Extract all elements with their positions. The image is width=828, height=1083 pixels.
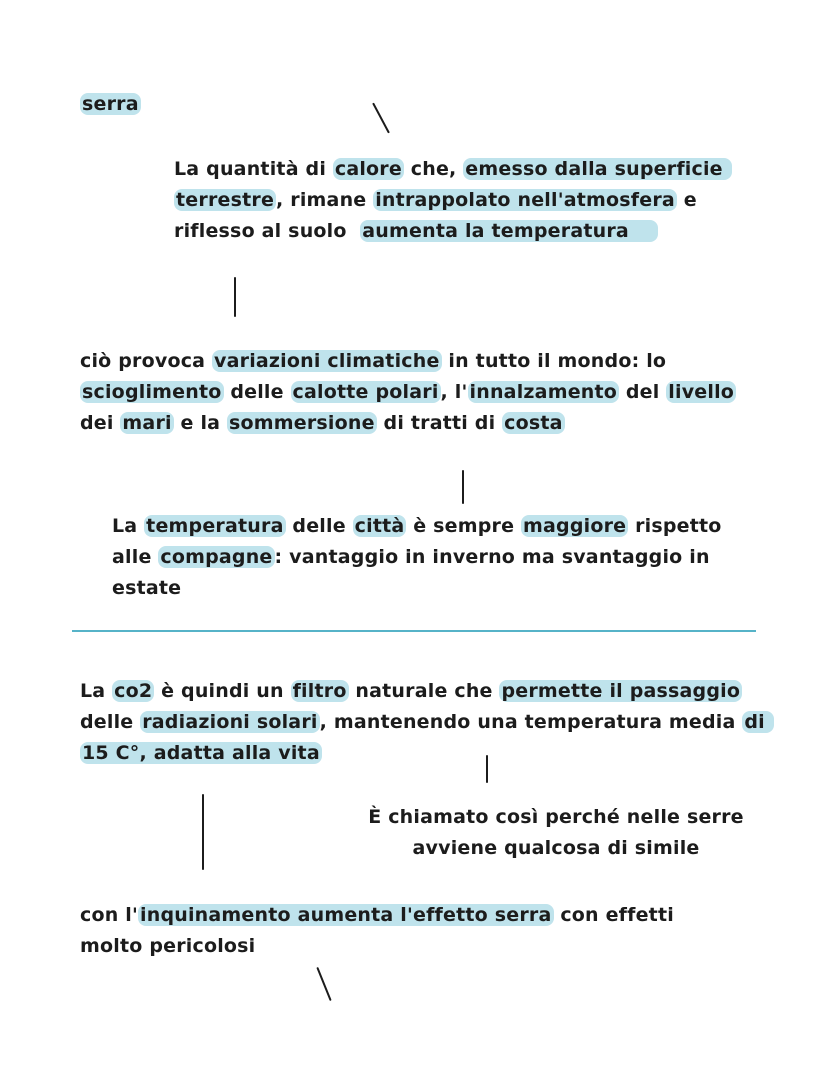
highlighted-text: compagne bbox=[160, 546, 273, 568]
text-segment: La bbox=[80, 680, 113, 702]
arrow-stroke-6 bbox=[316, 967, 331, 1001]
highlighted-text: sommersione bbox=[229, 412, 375, 434]
highlighted-text: livello bbox=[668, 381, 735, 403]
text-segment: delle bbox=[285, 515, 353, 537]
highlighted-text: di 15 C°, adatta alla vita bbox=[82, 711, 772, 764]
text-segment: è sempre bbox=[406, 515, 521, 537]
text-segment: La quantità di bbox=[174, 158, 333, 180]
text-segment: con effetti molto pericolosi bbox=[80, 904, 681, 957]
highlighted-text: co2 bbox=[114, 680, 153, 702]
section-divider bbox=[72, 630, 756, 632]
highlighted-text: variazioni climatiche bbox=[214, 350, 440, 372]
highlighted-text: mari bbox=[122, 412, 172, 434]
text-segment: È chiamato così perché nelle serre avviene qualcosa di simile bbox=[368, 806, 751, 859]
text-segment: , mantenendo una temperatura media bbox=[319, 711, 743, 733]
arrow-stroke-2 bbox=[234, 277, 236, 317]
greenhouse-name-note bbox=[356, 802, 756, 864]
arrow-stroke-3 bbox=[462, 470, 464, 504]
text-segment: e la bbox=[173, 412, 227, 434]
highlighted-text: calotte polari bbox=[292, 381, 439, 403]
highlighted-text: permette il passaggio bbox=[501, 680, 741, 702]
city-temperature-paragraph bbox=[112, 511, 752, 604]
highlighted-text: intrappolato nell'atmosfera bbox=[375, 189, 675, 211]
highlighted-text: calore bbox=[334, 158, 402, 180]
text-segment: delle bbox=[223, 381, 291, 403]
highlighted-text: emesso dalla superficie terrestre bbox=[176, 158, 730, 211]
arrow-stroke-1 bbox=[372, 103, 390, 134]
text-segment: delle bbox=[80, 680, 749, 733]
highlighted-text: radiazioni solari bbox=[142, 711, 318, 733]
text-segment: e riflesso al suolo bbox=[174, 189, 704, 242]
text-segment: : vantaggio in inverno ma svantaggio in estate bbox=[112, 546, 717, 599]
text-segment: dei bbox=[80, 381, 743, 434]
highlighted-text: maggiore bbox=[523, 515, 627, 537]
arrow-stroke-4 bbox=[486, 755, 488, 783]
serra-heading bbox=[80, 89, 280, 120]
highlighted-text: innalzamento bbox=[469, 381, 618, 403]
text-segment: del bbox=[619, 381, 667, 403]
text-segment: ciò provoca bbox=[80, 350, 213, 372]
text-segment: , l' bbox=[440, 381, 468, 403]
highlighted-text: aumenta la temperatura bbox=[362, 220, 657, 242]
co2-filter-paragraph bbox=[80, 676, 770, 769]
highlighted-text: filtro bbox=[292, 680, 347, 702]
text-segment: è quindi un bbox=[154, 680, 291, 702]
highlighted-text: costa bbox=[504, 412, 563, 434]
heat-trapped-paragraph bbox=[174, 154, 734, 247]
highlighted-text: città bbox=[354, 515, 405, 537]
highlighted-text: scioglimento bbox=[82, 381, 222, 403]
text-segment: che, bbox=[403, 158, 464, 180]
text-segment: naturale che bbox=[348, 680, 500, 702]
text-segment: La bbox=[112, 515, 145, 537]
text-segment: con l' bbox=[80, 904, 138, 926]
pollution-paragraph bbox=[80, 900, 720, 962]
highlighted-text: temperatura bbox=[146, 515, 284, 537]
arrow-stroke-5 bbox=[202, 794, 204, 870]
text-segment: , rimane bbox=[276, 189, 374, 211]
highlighted-text: inquinamento aumenta l'effetto serra bbox=[140, 904, 552, 926]
text-segment: rispetto alle bbox=[112, 515, 729, 568]
climate-effects-paragraph bbox=[80, 346, 770, 439]
text-segment: in tutto il mondo: lo bbox=[441, 350, 673, 372]
highlighted-text: serra bbox=[82, 93, 139, 115]
text-segment: di tratti di bbox=[376, 412, 503, 434]
